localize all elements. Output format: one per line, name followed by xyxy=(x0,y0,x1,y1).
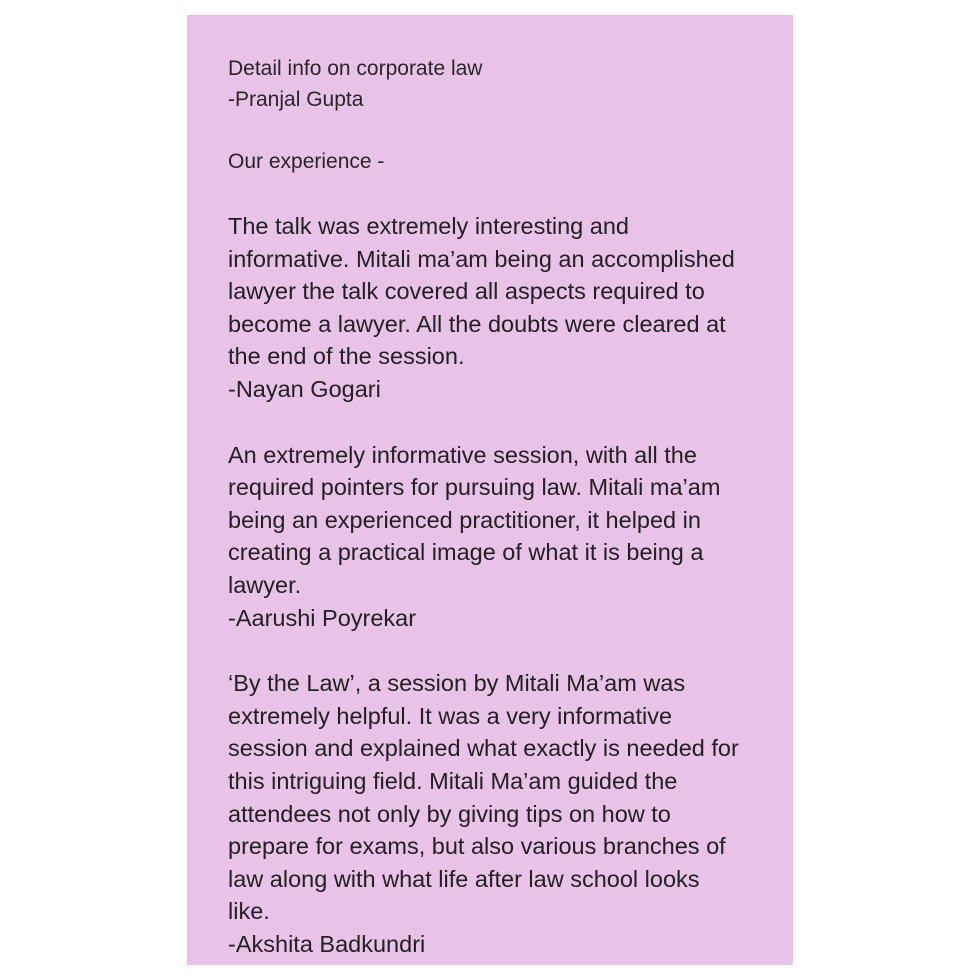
review-body xyxy=(228,210,763,373)
review-line: like. xyxy=(228,898,270,925)
review-author: -Aarushi Poyrekar xyxy=(228,604,417,631)
review-3 xyxy=(228,667,763,960)
review-line: An extremely informative session, with all the xyxy=(228,441,697,468)
review-line: ‘By the Law’, a session by Mitali Ma’am was xyxy=(228,670,686,697)
review-line: The talk was extremely interesting and xyxy=(228,213,629,239)
review-2 xyxy=(228,439,763,635)
intro-author: -Pranjal Gupta xyxy=(228,88,364,111)
review-body xyxy=(228,667,763,928)
review-line: required pointers for pursuing law. Mitali ma’am xyxy=(228,474,721,501)
review-line: become a lawyer. All the doubts were cleared at xyxy=(228,310,726,337)
review-line: creating a practical image of what it is being a xyxy=(228,539,704,566)
note-card xyxy=(187,15,793,965)
review-line: prepare for exams, but also various branches of xyxy=(228,833,726,860)
review-author: -Nayan Gogari xyxy=(228,375,381,402)
review-line: informative. Mitali ma’am being an accomplished xyxy=(228,245,735,272)
review-author: -Akshita Badkundri xyxy=(228,930,426,957)
experience-heading: Our experience - xyxy=(228,150,385,173)
review-line: session and explained what exactly is needed for xyxy=(228,735,739,762)
review-body xyxy=(228,439,763,602)
note-intro xyxy=(228,53,763,115)
review-line: being an experienced practitioner, it helped in xyxy=(228,506,701,533)
review-line: lawyer. xyxy=(228,571,302,598)
review-1 xyxy=(228,210,763,406)
review-line: this intriguing field. Mitali Ma’am guided the xyxy=(228,767,678,794)
review-line: extremely helpful. It was a very informative xyxy=(228,702,673,729)
review-line: the end of the session. xyxy=(228,343,465,370)
review-line: law along with what life after law school looks xyxy=(228,865,700,892)
review-line: attendees not only by giving tips on how to xyxy=(228,800,671,827)
intro-title: Detail info on corporate law xyxy=(228,57,483,80)
review-line: lawyer the talk covered all aspects required to xyxy=(228,278,705,305)
